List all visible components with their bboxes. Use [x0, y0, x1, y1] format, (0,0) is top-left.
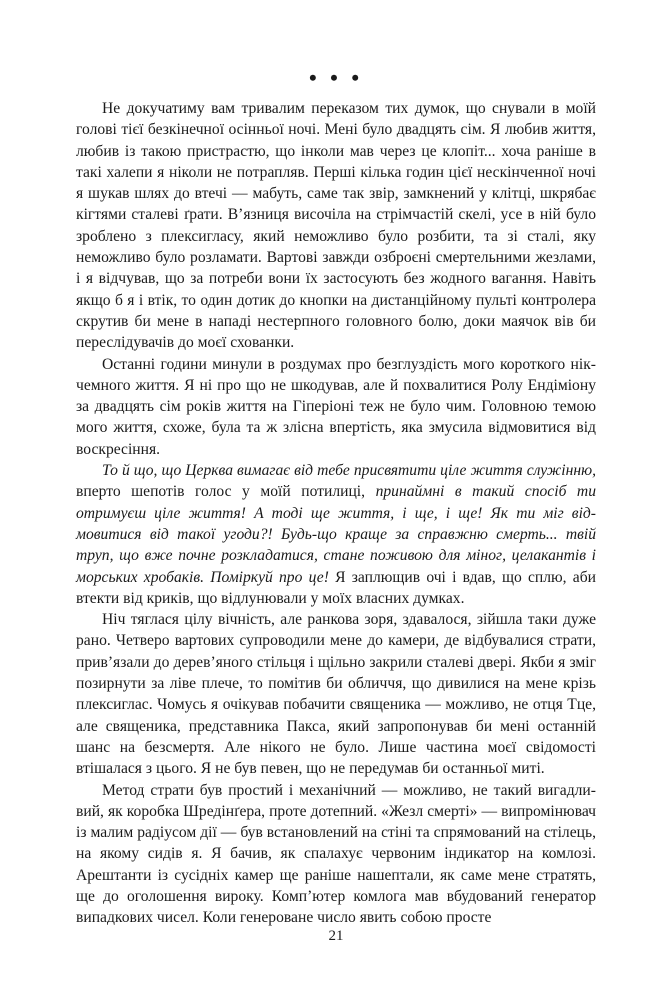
paragraph	[76, 780, 596, 929]
italic-text-run: То й що, що Церква вимагає від тебе присвятити ціле життя служінню,	[102, 462, 596, 480]
paragraph	[76, 609, 596, 779]
text-run: Останні години минули в роздумах про безглуздість мого короткого нікчемного життя. Я ні про що не шкодував, але й похвалитися Ролу Ендіміону за двадцять сім років життя на Гіперіоні теж не було чим. Головною темою мого життя, схоже, була та ж злісна впертість, яка змусила відмовитися від воскресіння.	[76, 355, 596, 458]
text-run: Метод страти був простий і механічний — можливо, не такий вигадливий, як коробка Шредінґера, проте дотепний. «Жезл смерті» — випромінювач із малим радіусом дії — був встановлений на стіні та спрямований на стілець, на якому сидів я. Я бачив, як спалахує червоним індикатор на комлозі. Арештанти із сусідніх камер ще раніше нашептали, як саме мене стратять, ще до оголошення вироку. Комп’ютер комлога мав вбудований генератор випадкових чисел. Коли генероване число явить собою просте	[76, 781, 596, 927]
paragraph	[76, 354, 596, 460]
text-run: вперто шепотів голос у моїй потилиці,	[76, 483, 376, 501]
text-run: Не докучатиму вам тривалим переказом тих думок, що снували в моїй голові тієї безкінечної осінньої ночі. Мені було двадцять сім. Я любив життя, любив із такою пристрастю, що інколи мав через це клопіт... хоча раніше в такі халепи я ніколи не потрапляв. Перші кілька годин цієї нескінченної ночі я шукав шлях до втечі — мабуть, саме так звір, замкнений у клітці, шкрябає кігтями сталеві ґрати. В’язниця височіла на стрімчастій скелі, усе в ній було зроблено з плексигласу, який неможливо було розбити, та зі сталі, яку неможливо було розламати. Вартові завжди озброєні смертельними жезлами, і я відчував, що за потреби вони їх застосують без жодного вагання. Навіть якщо б я і втік, то один дотик до кнопки на дистанційному пульті контролера скрутив би мене в нападі нестерпного головного болю, доки маячок вів би переслідувачів до моєї схованки.	[76, 100, 596, 352]
text-run: Я заплющив очі і вдав, що сплю, аби втекти від криків, що відлунювали у моїх власних думках.	[76, 568, 596, 607]
page-body	[76, 65, 596, 929]
page-number: 21	[328, 928, 344, 944]
italic-text-run: принаймні в такий спосіб ти отримуєш ціле життя! А тоді ще життя, і ще, і ще! Як ти міг відмовитися від такої угоди?! Будь-що краще за справжню смерть... твій труп, що вже почне розкладатися, стане поживою для міног, целакантів і морських хробаків. Поміркуй про це!	[76, 483, 596, 586]
text-run: Ніч тяглася цілу вічність, але ранкова зоря, здавалося, зійшла таки дуже рано. Четверо вартових супроводили мене до камери, де відбувалися страти, прив’язали до дерев’яного стільця і щільно закрили сталеві двері. Якби я зміг позирнути за ліве плече, то помітив би обличчя, що дивилися на мене крізь плексиглас. Чомусь я очікував побачити священика — можливо, не отця Тце, але священика, представника Пакса, який запропонував би мені останній шанс на безсмертя. Але нікого не було. Лише частина моєї свідомості втішалася з цього. Я не був певен, що не передумав би останньої миті.	[76, 611, 596, 778]
paragraph	[76, 460, 596, 609]
text-body	[76, 98, 596, 929]
paragraph	[76, 98, 596, 354]
section-break-ornament: • • •	[308, 65, 364, 90]
